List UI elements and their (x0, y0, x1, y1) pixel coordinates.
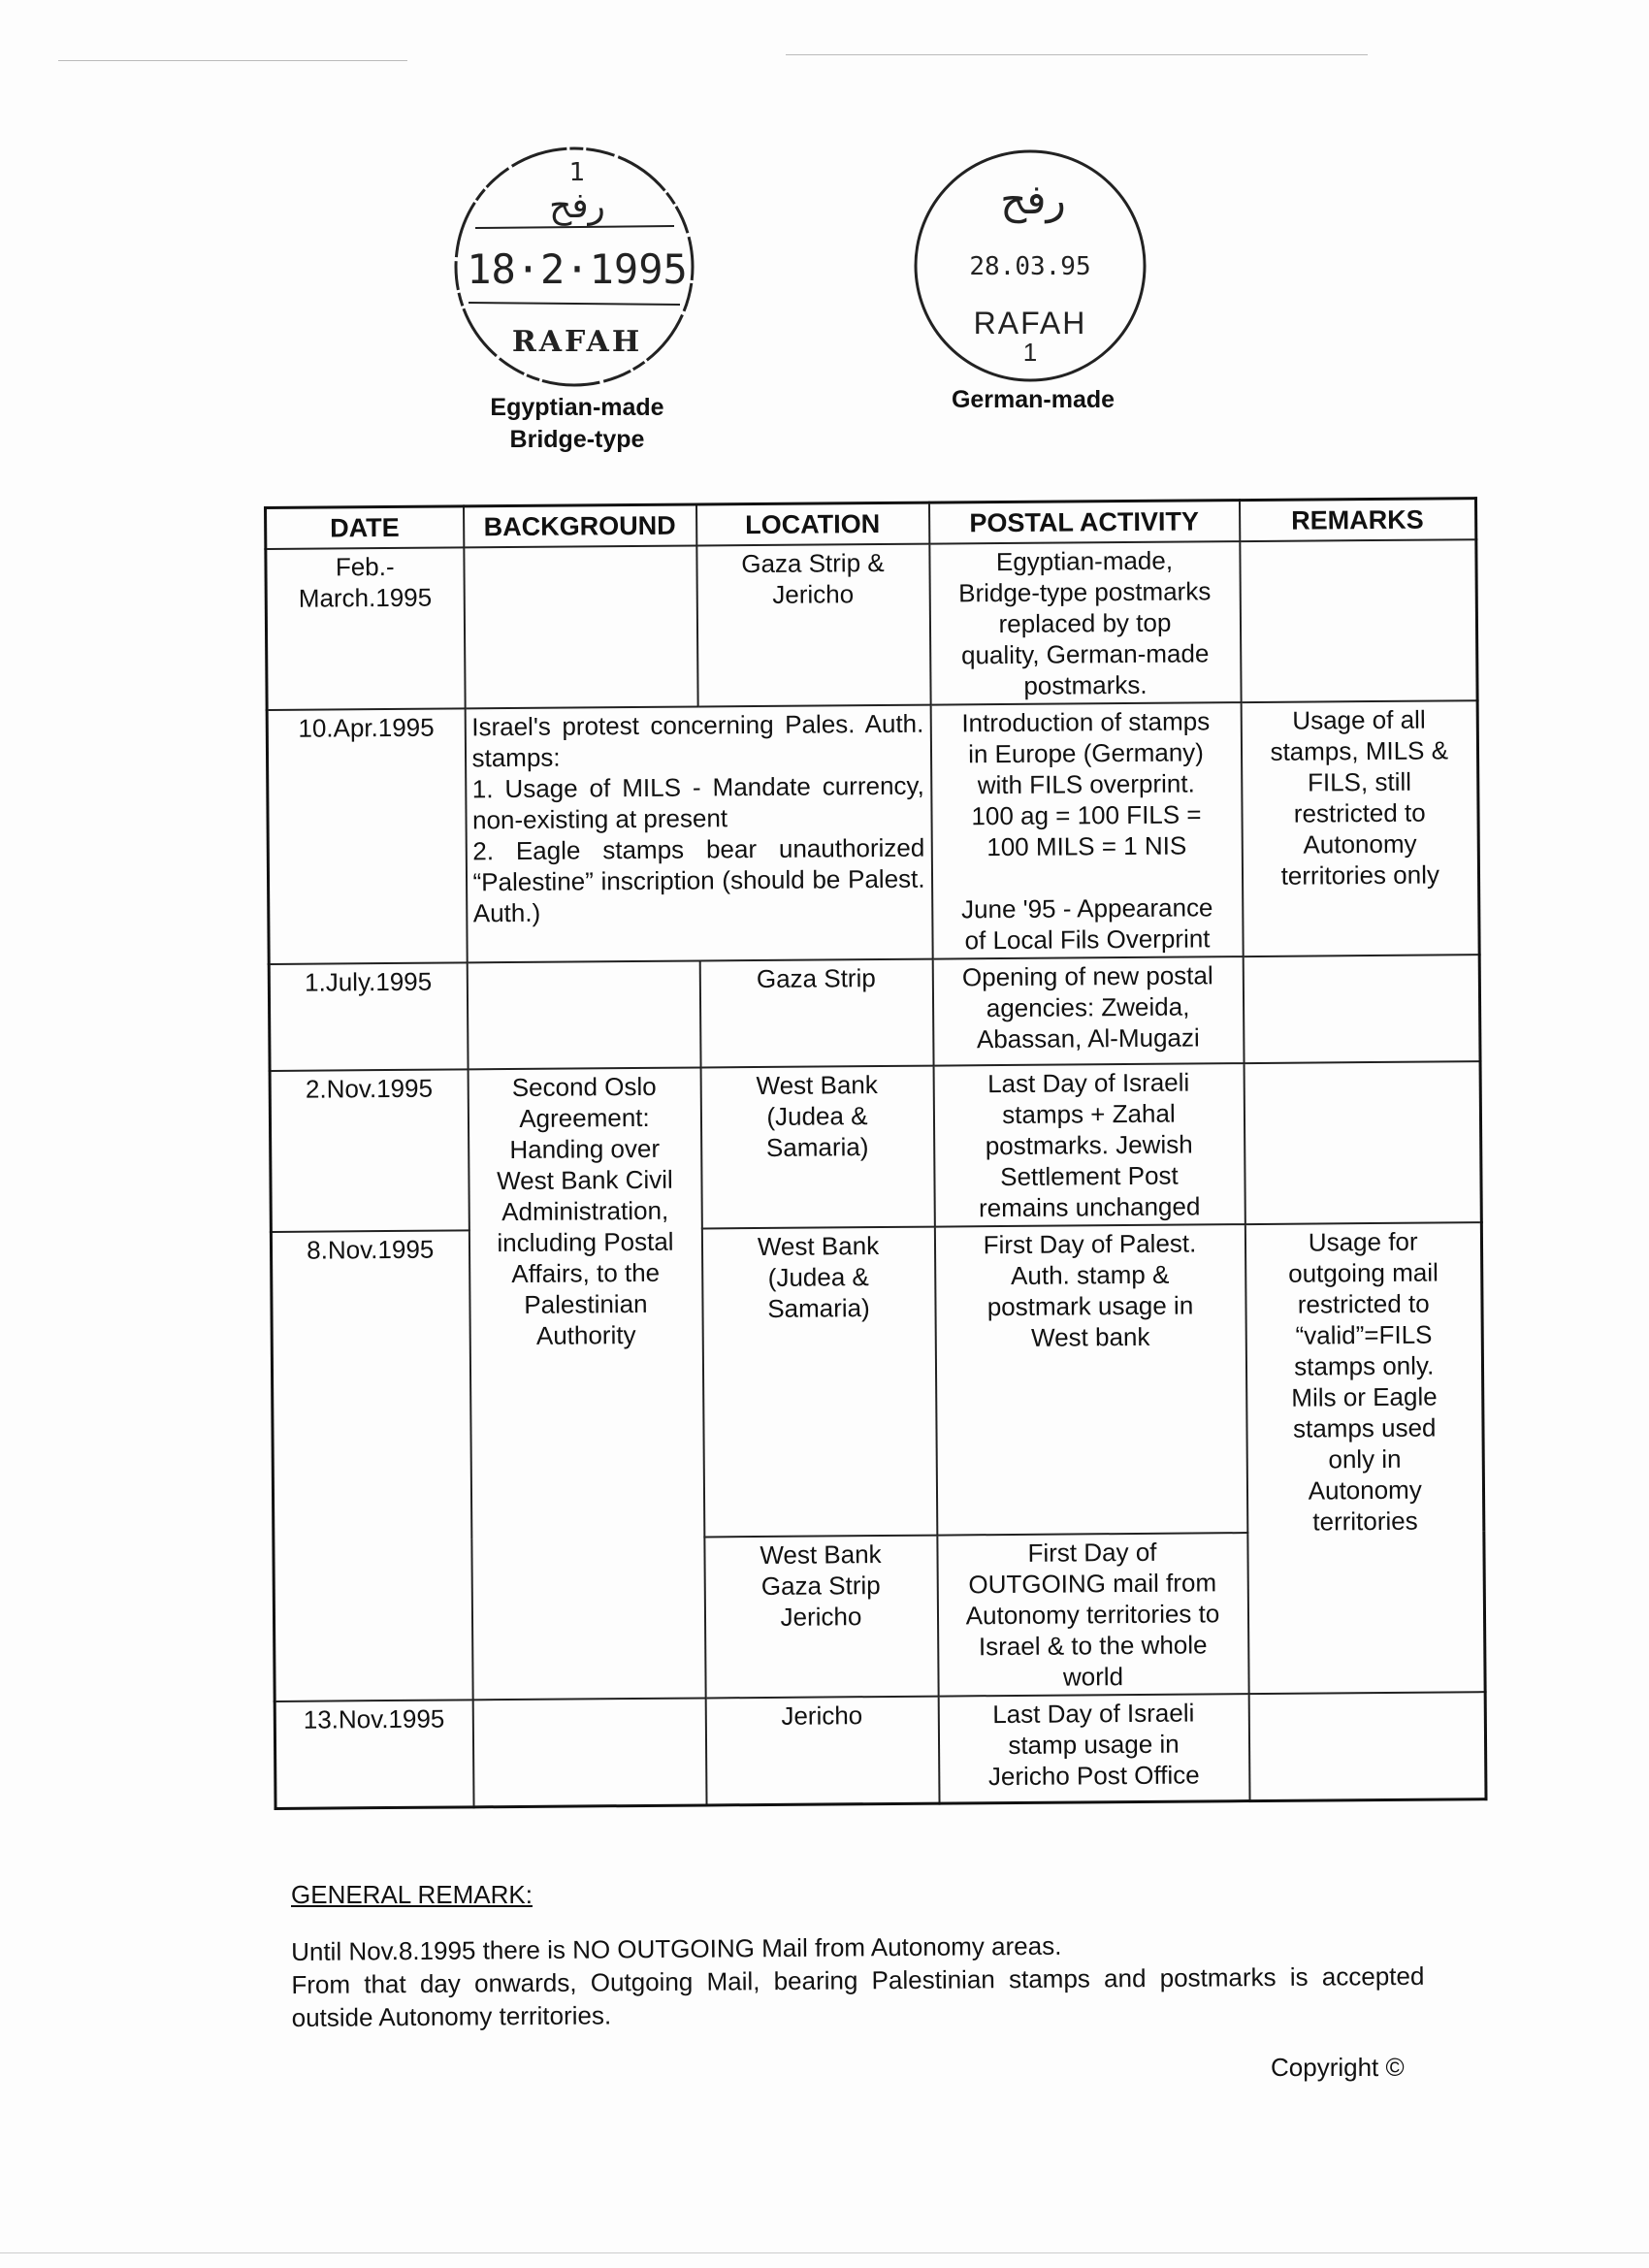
postmark-egyptian-bridge-type (441, 136, 708, 398)
table-row (269, 955, 1480, 1071)
activity-text: Last Day of Israeli stamp usage in Jericho Post Office (987, 1698, 1200, 1792)
cell-location (696, 544, 930, 707)
cell-background-oslo (468, 1067, 705, 1700)
cell-background (464, 545, 697, 708)
cell-date (270, 1069, 469, 1232)
table-row (271, 1222, 1483, 1540)
activity-text: Opening of new postal agencies: Zweida, Abassan, Al-Mugazi (961, 960, 1213, 1054)
header-postal-activity: POSTAL ACTIVITY (928, 501, 1239, 544)
cell-activity (933, 1063, 1245, 1227)
cell-activity (929, 541, 1241, 705)
date-text: 13.Nov.1995 (303, 1703, 445, 1734)
background-text: Second Oslo Agreement: Handing over West Bank Civil Administration, including Postal Affairs, to the Palestinian Authority (497, 1071, 674, 1350)
cell-date (267, 708, 467, 964)
cell-activity (938, 1694, 1249, 1803)
remarks-text: Usage of all stamps, MILS & FILS, still restricted to Autonomy territories only (1270, 704, 1449, 891)
postmark-1-caption-line2: Bridge-type (509, 426, 645, 453)
cell-date (269, 962, 468, 1071)
table-row (275, 1692, 1486, 1808)
postmark-2-number: 1 (1022, 338, 1038, 367)
remarks-text: Usage for outgoing mail restricted to “valid”=FILS stamps only. Mils or Eagle stamps used only in Autonomy territories (1288, 1226, 1439, 1537)
cell-remarks (1244, 1061, 1481, 1224)
background-intro: Israel's protest concerning Pales. Auth. stamps: (471, 708, 924, 773)
postmark-1-date: 18·2·1995 (467, 245, 688, 293)
date-text: 10.Apr.1995 (298, 712, 435, 743)
copyright-notice: Copyright © (1271, 2053, 1405, 2082)
activity-text: First Day of Palest. Auth. stamp & postmark usage in West bank (983, 1228, 1197, 1352)
table-row (266, 539, 1477, 710)
postmark-2-caption: German-made (951, 386, 1116, 413)
cell-location (704, 1536, 938, 1699)
postmark-2-arabic: رفح (1000, 176, 1066, 223)
activity-extra-text: June '95 - Appearance of Local Fils Overprint (960, 892, 1213, 956)
date-text: 1.July.1995 (304, 966, 433, 997)
postal-history-table-wrap (264, 497, 1484, 1792)
location-text: Jericho (781, 1701, 863, 1731)
scan-artifact-line (786, 54, 1368, 55)
table-row (267, 700, 1479, 964)
cell-activity (932, 956, 1244, 1066)
cell-activity (930, 702, 1243, 959)
cell-location (699, 959, 933, 1068)
location-text: West Bank (Judea & Samaria) (756, 1070, 878, 1162)
postmark-egyptian-seal (441, 136, 708, 398)
general-remark-line-1: Until Nov.8.1995 there is NO OUTGOING Mail from Autonomy areas. (291, 1930, 1062, 1966)
location-text: Gaza Strip & Jericho (741, 547, 885, 609)
cell-background (467, 960, 700, 1069)
postmark-2-town: RAFAH (973, 306, 1087, 340)
postmark-1-caption (468, 392, 687, 456)
location-text: West Bank (Judea & Samaria) (757, 1231, 880, 1323)
scan-artifact-line (58, 60, 407, 61)
cell-remarks (1240, 539, 1477, 702)
postmark-1-town: RAFAH (511, 325, 643, 359)
background-item-2: 2. Eagle stamps bear unauthorized “Palestine” inscription (should be Palest. Auth.) (472, 832, 925, 928)
location-text: West Bank Gaza Strip Jericho (760, 1539, 882, 1632)
postmark-1-number: 1 (568, 158, 586, 187)
cell-remarks (1248, 1692, 1486, 1800)
location-text: Gaza Strip (756, 963, 876, 994)
postmark-german-seal (907, 146, 1159, 398)
header-location: LOCATION (695, 502, 928, 545)
postmark-1-caption-line1: Egyptian-made (490, 394, 664, 421)
postmark-1-arabic: رفح (549, 186, 605, 226)
date-text: Feb.- March.1995 (298, 551, 433, 613)
cell-location (700, 1066, 934, 1229)
cell-location (701, 1227, 936, 1538)
cell-date (275, 1700, 473, 1808)
header-date: DATE (266, 506, 464, 549)
background-item-1: 1. Usage of MILS - Mandate currency, non-existing at present (471, 770, 924, 835)
header-background: BACKGROUND (464, 504, 696, 547)
cell-location (705, 1697, 939, 1805)
cell-date (266, 547, 465, 710)
activity-text: Egyptian-made, Bridge-type postmarks replaced by top quality, German-made postmarks. (958, 545, 1212, 700)
general-remark-body (291, 1927, 1425, 2034)
general-remark-line-2: From that day onwards, Outgoing Mail, bearing Palestinian stamps and postmarks is accepted outside Autonomy territories. (291, 1960, 1425, 2032)
scan-artifact-line (0, 2252, 1649, 2253)
date-text: 2.Nov.1995 (305, 1073, 434, 1104)
header-remarks: REMARKS (1239, 499, 1475, 541)
postal-history-table (264, 497, 1488, 1809)
general-remark-title: GENERAL REMARK: (291, 1880, 533, 1909)
postmark-german-made (907, 146, 1159, 398)
cell-remarks (1245, 1222, 1485, 1694)
cell-remarks (1243, 955, 1480, 1063)
cell-background-merged (465, 705, 932, 963)
table-row (270, 1061, 1481, 1232)
cell-activity (934, 1224, 1246, 1536)
activity-text: Last Day of Israeli stamps + Zahal postmarks. Jewish Settlement Post remains unchanged (978, 1067, 1201, 1223)
cell-remarks (1241, 700, 1479, 956)
postmark-2-date: 28.03.95 (969, 252, 1091, 281)
activity-text: Introduction of stamps in Europe (Germany) with FILS overprint. 100 ag = 100 FILS = 100 MILS = 1 NIS (961, 706, 1211, 862)
cell-background (472, 1698, 706, 1806)
cell-activity (937, 1533, 1248, 1697)
activity-text: First Day of OUTGOING mail from Autonomy territories to Israel & to the whole world (965, 1537, 1220, 1692)
date-text: 8.Nov.1995 (307, 1234, 435, 1265)
cell-date (271, 1230, 472, 1701)
